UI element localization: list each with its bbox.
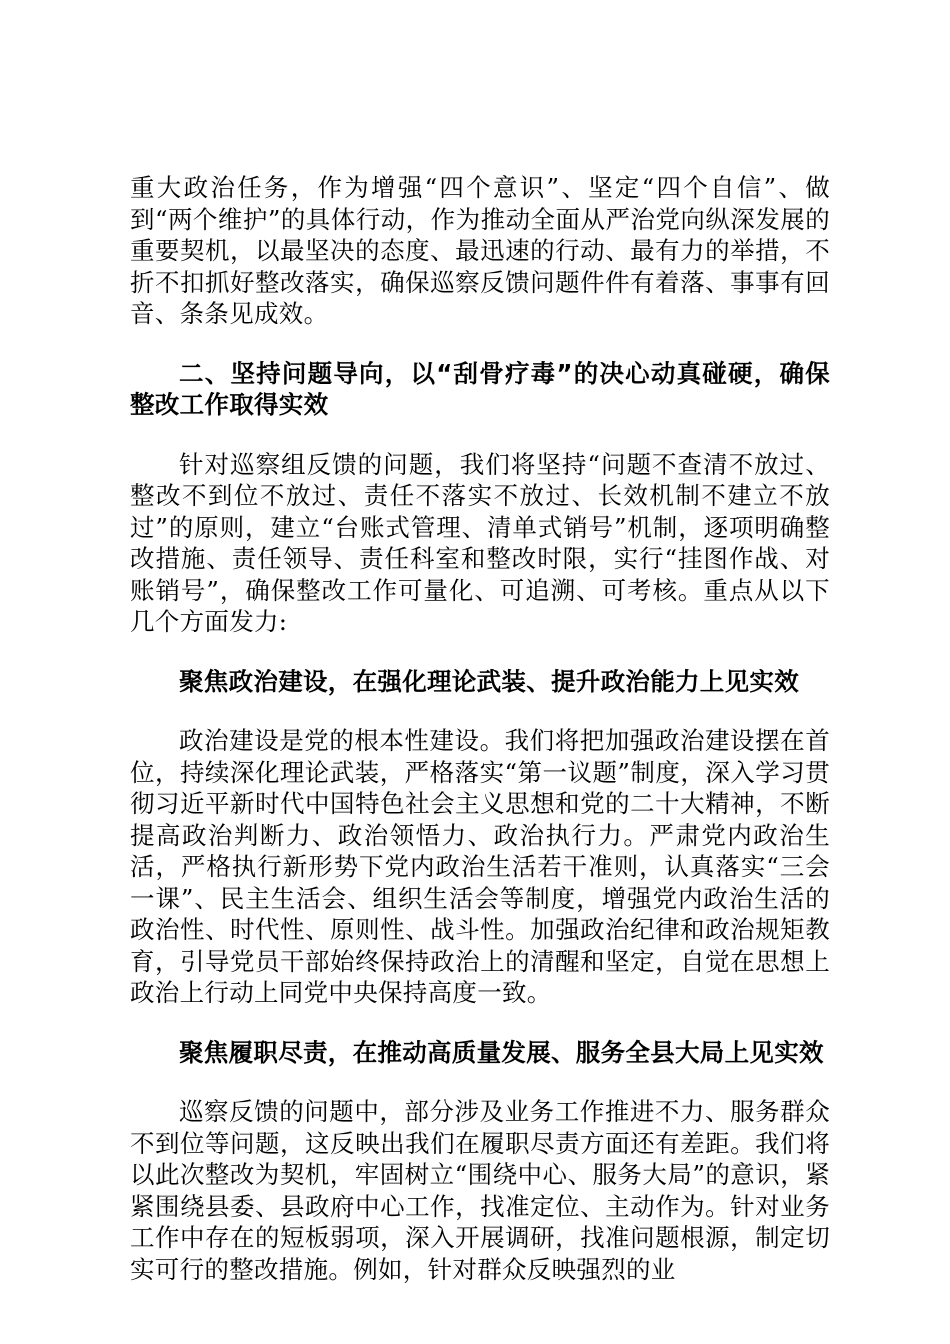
subheading-duty-performance: 聚焦履职尽责，在推动高质量发展、服务全县大局上见实效 [179, 1037, 824, 1067]
paragraph-political-construction: 政治建设是党的根本性建设。我们将把加强政治建设摆在首位，持续深化理论武装，严格落实“第一议题”制度，深入学习贯彻习近平新时代中国特色社会主义思想和党的二十大精神，不断提高政治判断力、政治领悟力、政治执行力。严肃党内政治生活，严格执行新形势下党内政治生活若干准则，认真落实“三会一课”、民主生活会、组织生活会等制度，增强党内政治生活的政治性、时代性、原则性、战斗性。加强政治纪律和政治规矩教育，引导党员干部始终保持政治上的清醒和坚定，自觉在思想上政治上行动上同党中央保持高度一致。 [130, 726, 831, 1007]
section-heading-2: 二、坚持问题导向，以“刮骨疗毒”的决心动真碰硬，确保整改工作取得实效 [130, 358, 830, 419]
subheading-political-construction: 聚焦政治建设，在强化理论武装、提升政治能力上见实效 [179, 666, 799, 696]
paragraph-continued: 重大政治任务，作为增强“四个意识”、坚定“四个自信”、做到“两个维护”的具体行动，作为推动全面从严治党向纵深发展的重要契机，以最坚决的态度、最迅速的行动、最有力的举措，不折不扣抓好整改落实，确保巡察反馈问题件件有着落、事事有回音、条条见成效。 [130, 173, 830, 328]
paragraph-duty-performance: 巡察反馈的问题中，部分涉及业务工作推进不力、服务群众不到位等问题，这反映出我们在履职尽责方面还有差距。我们将以此次整改为契机，牢固树立“围绕中心、服务大局”的意识，紧紧围绕县委、县政府中心工作，找准定位、主动作为。针对业务工作中存在的短板弱项，深入开展调研，找准问题根源，制定切实可行的整改措施。例如，针对群众反映强烈的业 [130, 1097, 830, 1284]
paragraph-problem-orientation: 针对巡察组反馈的问题，我们将坚持“问题不查清不放过、整改不到位不放过、责任不落实不放过、长效机制不建立不放过”的原则，建立“台账式管理、清单式销号”机制，逐项明确整改措施、责任领导、责任科室和整改时限，实行“挂图作战、对账销号”，确保整改工作可量化、可追溯、可考核。重点从以下几个方面发力: [130, 449, 831, 636]
document-body [130, 172, 830, 1285]
